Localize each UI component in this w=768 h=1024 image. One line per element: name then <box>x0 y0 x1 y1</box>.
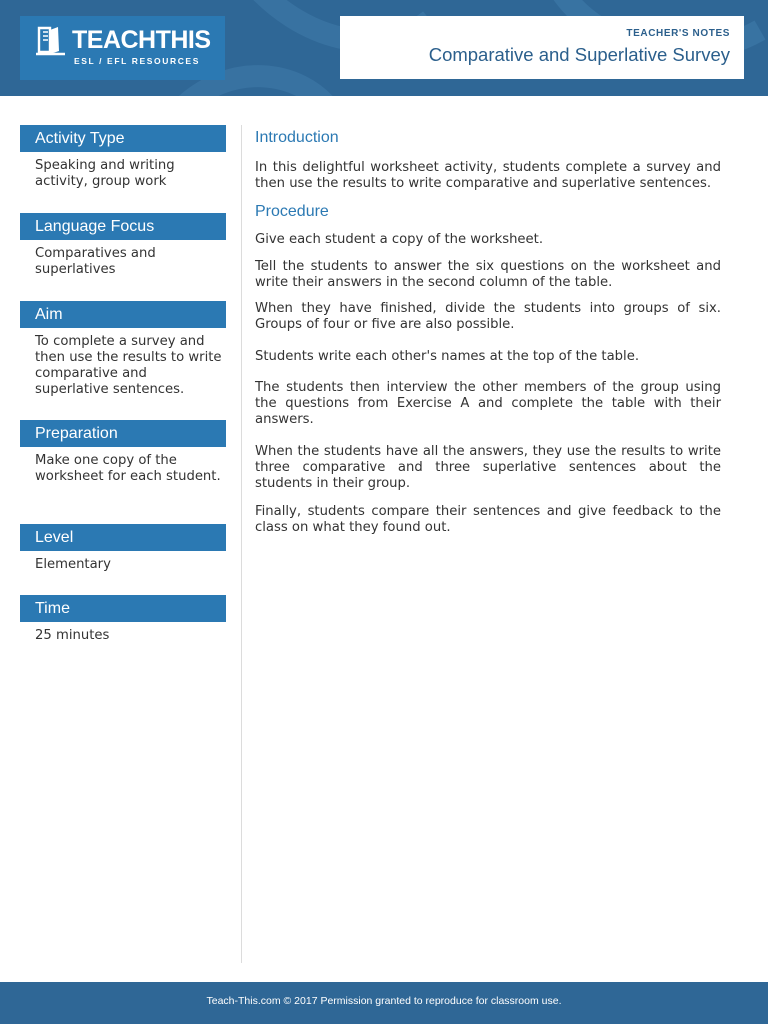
procedure-step: Finally, students compare their sentences and give feedback to the class on what they found out. <box>255 504 721 535</box>
title-panel <box>340 16 744 79</box>
sidebar-section-aim <box>20 301 226 420</box>
page-footer <box>0 982 768 1024</box>
introduction-heading: Introduction <box>255 129 339 146</box>
logo-tagline: ESL / EFL RESOURCES <box>74 56 200 66</box>
brand-logo[interactable] <box>20 16 225 80</box>
copyright-text: Teach-This.com © 2017 Permission granted to reproduce for classroom use. <box>206 995 562 1007</box>
sidebar-section-activity-type <box>20 125 226 213</box>
main-content <box>255 128 721 536</box>
sidebar-section-preparation <box>20 420 226 524</box>
sidebar-heading: Preparation <box>20 420 226 447</box>
notes-kicker: TEACHER'S NOTES <box>626 28 730 39</box>
sidebar-heading: Language Focus <box>20 213 226 240</box>
sidebar-heading: Time <box>20 595 226 622</box>
procedure-step: Give each student a copy of the worksheet. <box>255 232 544 247</box>
sidebar-text: Elementary <box>35 557 111 572</box>
procedure-step: Tell the students to answer the six questions on the worksheet and write their answers in the second column of the table. <box>255 259 721 290</box>
sidebar-heading: Activity Type <box>20 125 226 152</box>
procedure-step: When they have finished, divide the students into groups of six. Groups of four or five are also possible. <box>255 301 721 332</box>
sidebar-text: Make one copy of the worksheet for each student. <box>35 453 221 484</box>
introduction-text: In this delightful worksheet activity, students complete a survey and then use the results to write comparative and superlative sentences. <box>255 160 721 191</box>
page-title: Comparative and Superlative Survey <box>428 44 730 65</box>
column-divider <box>241 125 242 963</box>
sidebar-text: Comparatives and superlatives <box>35 246 156 277</box>
sidebar-text: To complete a survey and then use the results to write comparative and superlative sentences. <box>35 334 222 397</box>
sidebar-section-language-focus <box>20 213 226 301</box>
sidebar-heading: Level <box>20 524 226 551</box>
page-header <box>0 0 768 96</box>
sidebar-section-level <box>20 524 226 595</box>
procedure-heading: Procedure <box>255 203 329 220</box>
procedure-step: Students write each other's names at the top of the table. <box>255 349 640 364</box>
sidebar-text: 25 minutes <box>35 628 110 643</box>
logo-wordmark: TEACHTHIS <box>72 26 211 54</box>
sidebar-text: Speaking and writing activity, group work <box>35 158 175 189</box>
sidebar-heading: Aim <box>20 301 226 328</box>
sidebar <box>20 125 226 655</box>
procedure-step: When the students have all the answers, they use the results to write three comparative and three superlative sentences about the students in their group. <box>255 444 721 491</box>
book-icon <box>35 25 71 57</box>
sidebar-section-time <box>20 595 226 655</box>
procedure-step: The students then interview the other members of the group using the questions from Exercise A and complete the table with their answers. <box>255 380 721 427</box>
